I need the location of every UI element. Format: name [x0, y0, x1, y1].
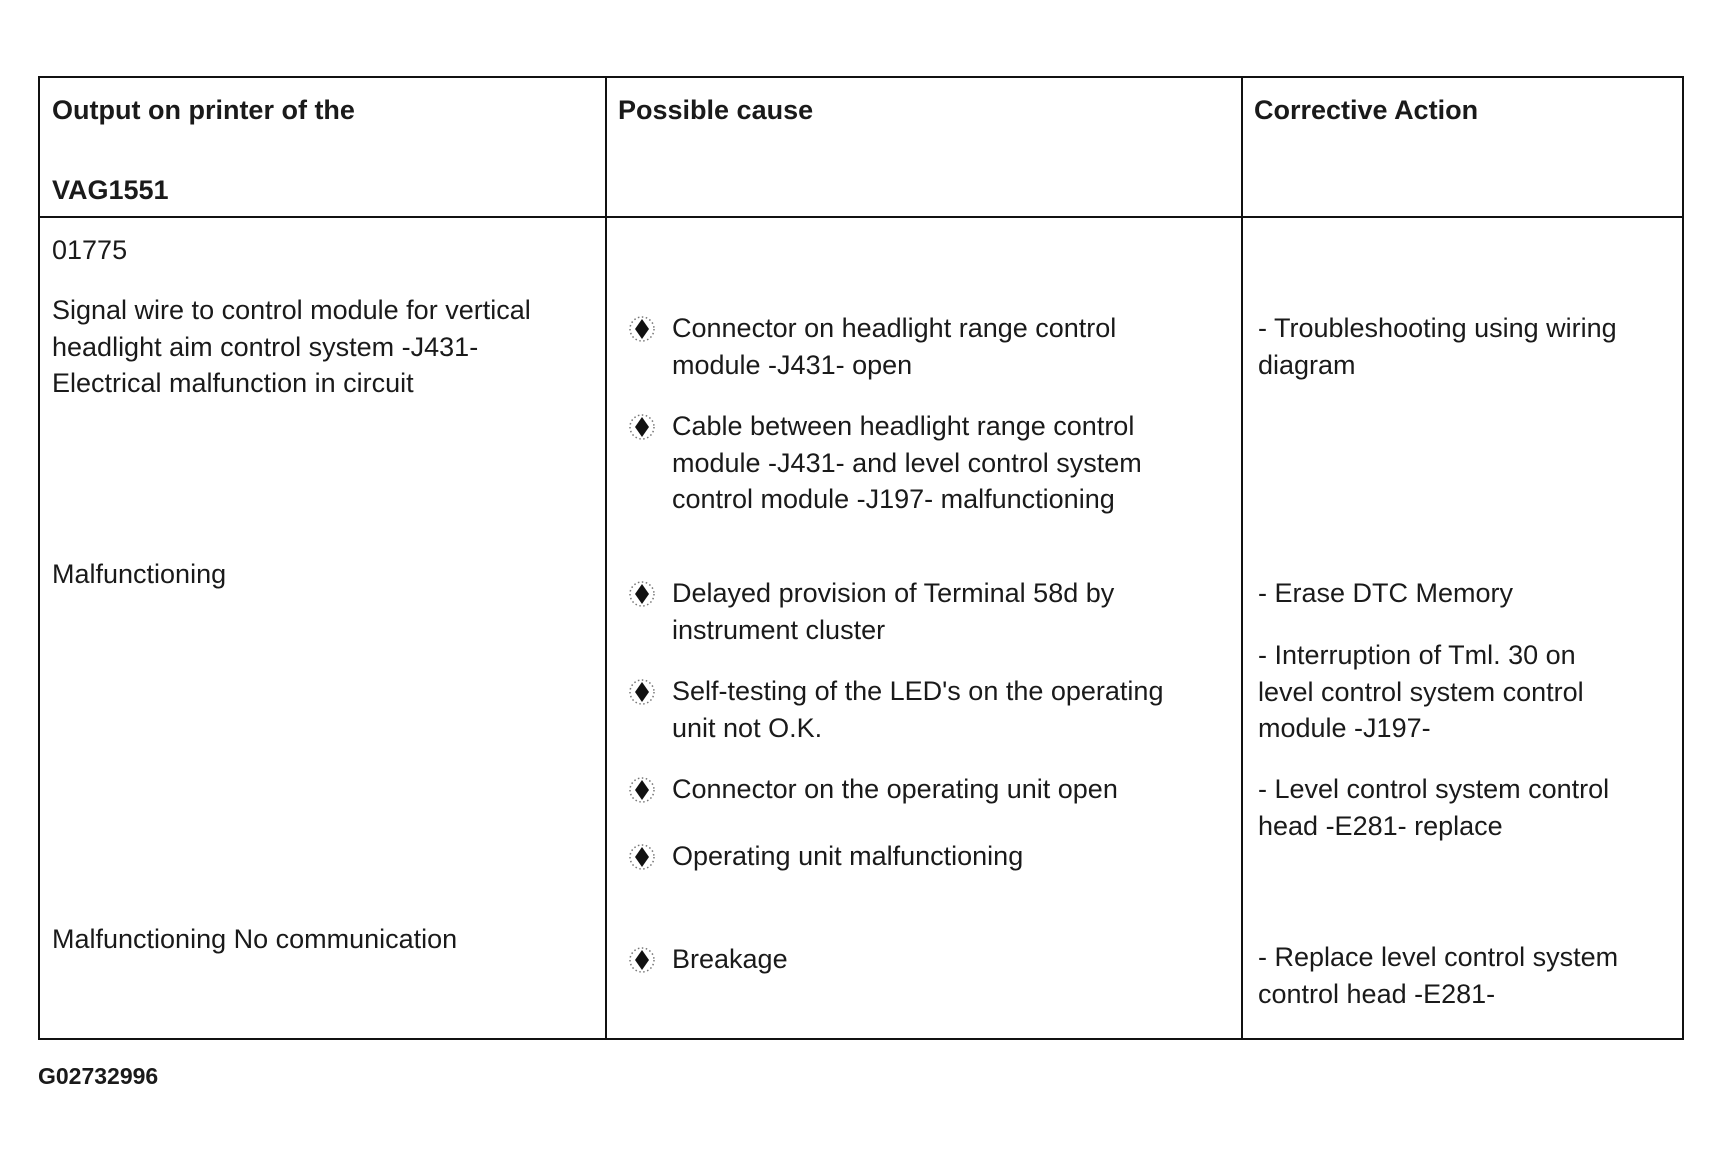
cause-text-line: Connector on the operating unit open	[672, 774, 1118, 804]
header-divider	[40, 216, 1682, 218]
cause-text-line: instrument cluster	[672, 614, 886, 645]
diamond-bullet-icon	[627, 579, 657, 609]
column-divider-2	[1241, 78, 1243, 1038]
cause-text-line: Delayed provision of Terminal 58d by	[672, 578, 1115, 608]
action-text-line: - Level control system control	[1258, 774, 1610, 804]
diamond-bullet-icon	[627, 314, 657, 344]
action-text-line: - Erase DTC Memory	[1258, 578, 1514, 608]
output-text-line: Electrical malfunction in circuit	[52, 368, 414, 398]
output-text-line: Malfunctioning No communication	[52, 924, 458, 954]
cause-text-line: Breakage	[672, 944, 788, 974]
header-output-line2: VAG1551	[52, 175, 169, 205]
cause-text-line: Connector on headlight range control	[672, 313, 1117, 343]
cause-text-line: module -J431- and level control system	[672, 447, 1142, 478]
cause-text-line: Operating unit malfunctioning	[672, 841, 1024, 871]
cause-text-line: control module -J197- malfunctioning	[672, 484, 1115, 514]
action-text-line: module -J197-	[1258, 713, 1431, 743]
diamond-bullet-icon	[627, 677, 657, 707]
header-corrective-action: Corrective Action	[1254, 95, 1479, 125]
diamond-bullet-icon	[627, 842, 657, 872]
header-possible-cause: Possible cause	[618, 95, 814, 125]
cause-text-line: module -J431- open	[672, 349, 913, 380]
header-output-line1: Output on printer of the	[52, 95, 355, 125]
action-text-line: level control system control	[1258, 676, 1584, 707]
cause-text-line: Cable between headlight range control	[672, 411, 1135, 441]
cause-text-line: unit not O.K.	[672, 712, 823, 743]
diamond-bullet-icon	[627, 412, 657, 442]
output-text-line: Malfunctioning	[52, 559, 227, 589]
action-text-line: head -E281- replace	[1258, 810, 1503, 841]
action-text-line: control head -E281-	[1258, 978, 1496, 1009]
action-text-line: - Replace level control system	[1258, 942, 1619, 972]
dtc-code: 01775	[52, 235, 128, 265]
action-text-line: - Interruption of Tml. 30 on	[1258, 640, 1576, 670]
action-text-line: diagram	[1258, 349, 1356, 380]
figure-caption: G02732996	[38, 1063, 159, 1089]
cause-text-line: Self-testing of the LED's on the operating	[672, 676, 1164, 706]
diagnostic-table	[38, 76, 1684, 1040]
diamond-bullet-icon	[627, 775, 657, 805]
output-text-line: Signal wire to control module for vertical	[52, 295, 531, 325]
action-text-line: - Troubleshooting using wiring	[1258, 313, 1617, 343]
output-text-line: headlight aim control system -J431-	[52, 331, 479, 362]
diamond-bullet-icon	[627, 945, 657, 975]
column-divider-1	[605, 78, 607, 1038]
